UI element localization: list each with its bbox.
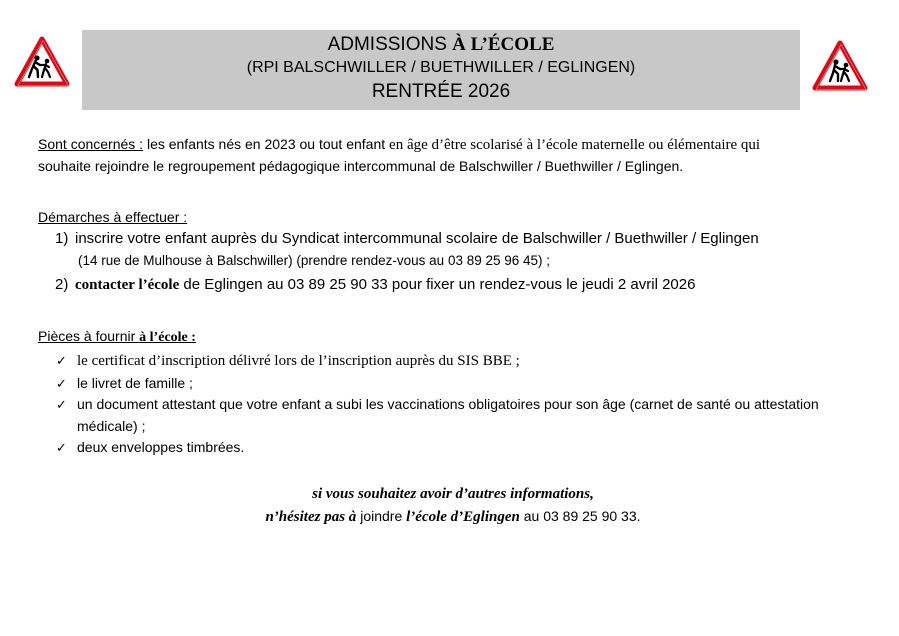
- intro-text-3: souhaite rejoindre le regroupement pédagogique intercommunal de Balschwiller / Buethwiller / Eglingen.: [38, 158, 684, 174]
- list-item: [38, 437, 868, 459]
- intro-text-1: les enfants nés en 2023 ou tout enfant: [143, 136, 390, 152]
- step-text: de Eglingen au 03 89 25 90 33 pour fixer un rendez-vous le jeudi 2 avril 2026: [179, 276, 696, 293]
- intro-paragraph: [38, 134, 868, 177]
- closing-line-2: [38, 505, 868, 528]
- list-item-text: le livret de famille ;: [77, 374, 193, 391]
- school-crossing-sign-icon: [812, 40, 868, 92]
- rentree-year: RENTRÉE 2026: [371, 81, 511, 102]
- closing-line-1: si vous souhaitez avoir d’autres informations,: [312, 485, 594, 502]
- list-item-text: le certificat d’inscription délivré lors de l’inscription auprès du SIS BBE ;: [77, 353, 520, 369]
- list-item: [38, 350, 868, 373]
- pieces-list: [38, 350, 868, 459]
- pieces-title-part-1: Pièces à fournir: [38, 328, 140, 344]
- closing-text-3: l’école d’Eglingen: [406, 508, 520, 525]
- checkmark-icon: ✓: [56, 440, 67, 455]
- step-item-2: [38, 274, 868, 296]
- intro-label: Sont concernés :: [38, 136, 144, 152]
- step-bold-text: contacter l’école: [75, 277, 180, 293]
- pieces-title-part-2: à l’école :: [139, 330, 196, 345]
- list-item-text-continued: médicale) ;: [77, 417, 146, 434]
- step-text: inscrire votre enfant auprès du Syndicat intercommunal scolaire de Balschwiller / Buethwiller / Eglingen: [75, 230, 759, 247]
- header-banner: [82, 30, 800, 110]
- step-item-1: [38, 228, 868, 250]
- checkmark-icon: ✓: [56, 375, 67, 391]
- closing-text-1: n’hésitez pas à: [265, 508, 357, 525]
- school-crossing-sign-icon: [14, 36, 70, 88]
- page-title: [82, 33, 800, 57]
- step-number: 2): [55, 276, 69, 293]
- intro-text-2: en âge d’être scolarisé à l’école maternelle ou élémentaire qui: [389, 137, 761, 153]
- list-item: [38, 373, 868, 395]
- step-item-1-detail: (14 rue de Mulhouse à Balschwiller) (prendre rendez-vous au 03 89 25 96 45) ;: [78, 253, 551, 268]
- steps-title: Démarches à effectuer :: [38, 209, 188, 225]
- list-item: [38, 394, 868, 437]
- closing-note: [38, 483, 868, 528]
- steps-list: [38, 228, 868, 296]
- list-item-text: deux enveloppes timbrées.: [77, 439, 245, 455]
- closing-text-2: joindre: [356, 507, 407, 524]
- checkmark-icon: ✓: [56, 353, 67, 368]
- document-body: [38, 134, 868, 528]
- pieces-title: [38, 326, 868, 348]
- closing-text-4: au 03 89 25 90 33.: [519, 507, 641, 524]
- title-part-ecole: À L’ÉCOLE: [452, 34, 555, 55]
- checkmark-icon: ✓: [56, 397, 67, 412]
- page-subtitle: (RPI BALSCHWILLER / BUETHWILLER / EGLINGEN): [246, 59, 636, 76]
- step-number: 1): [55, 230, 69, 247]
- list-item-text: un document attestant que votre enfant a subi les vaccinations obligatoires pour son âge (carnet de santé ou attestation: [77, 396, 819, 412]
- title-part-admissions: ADMISSIONS: [327, 34, 453, 55]
